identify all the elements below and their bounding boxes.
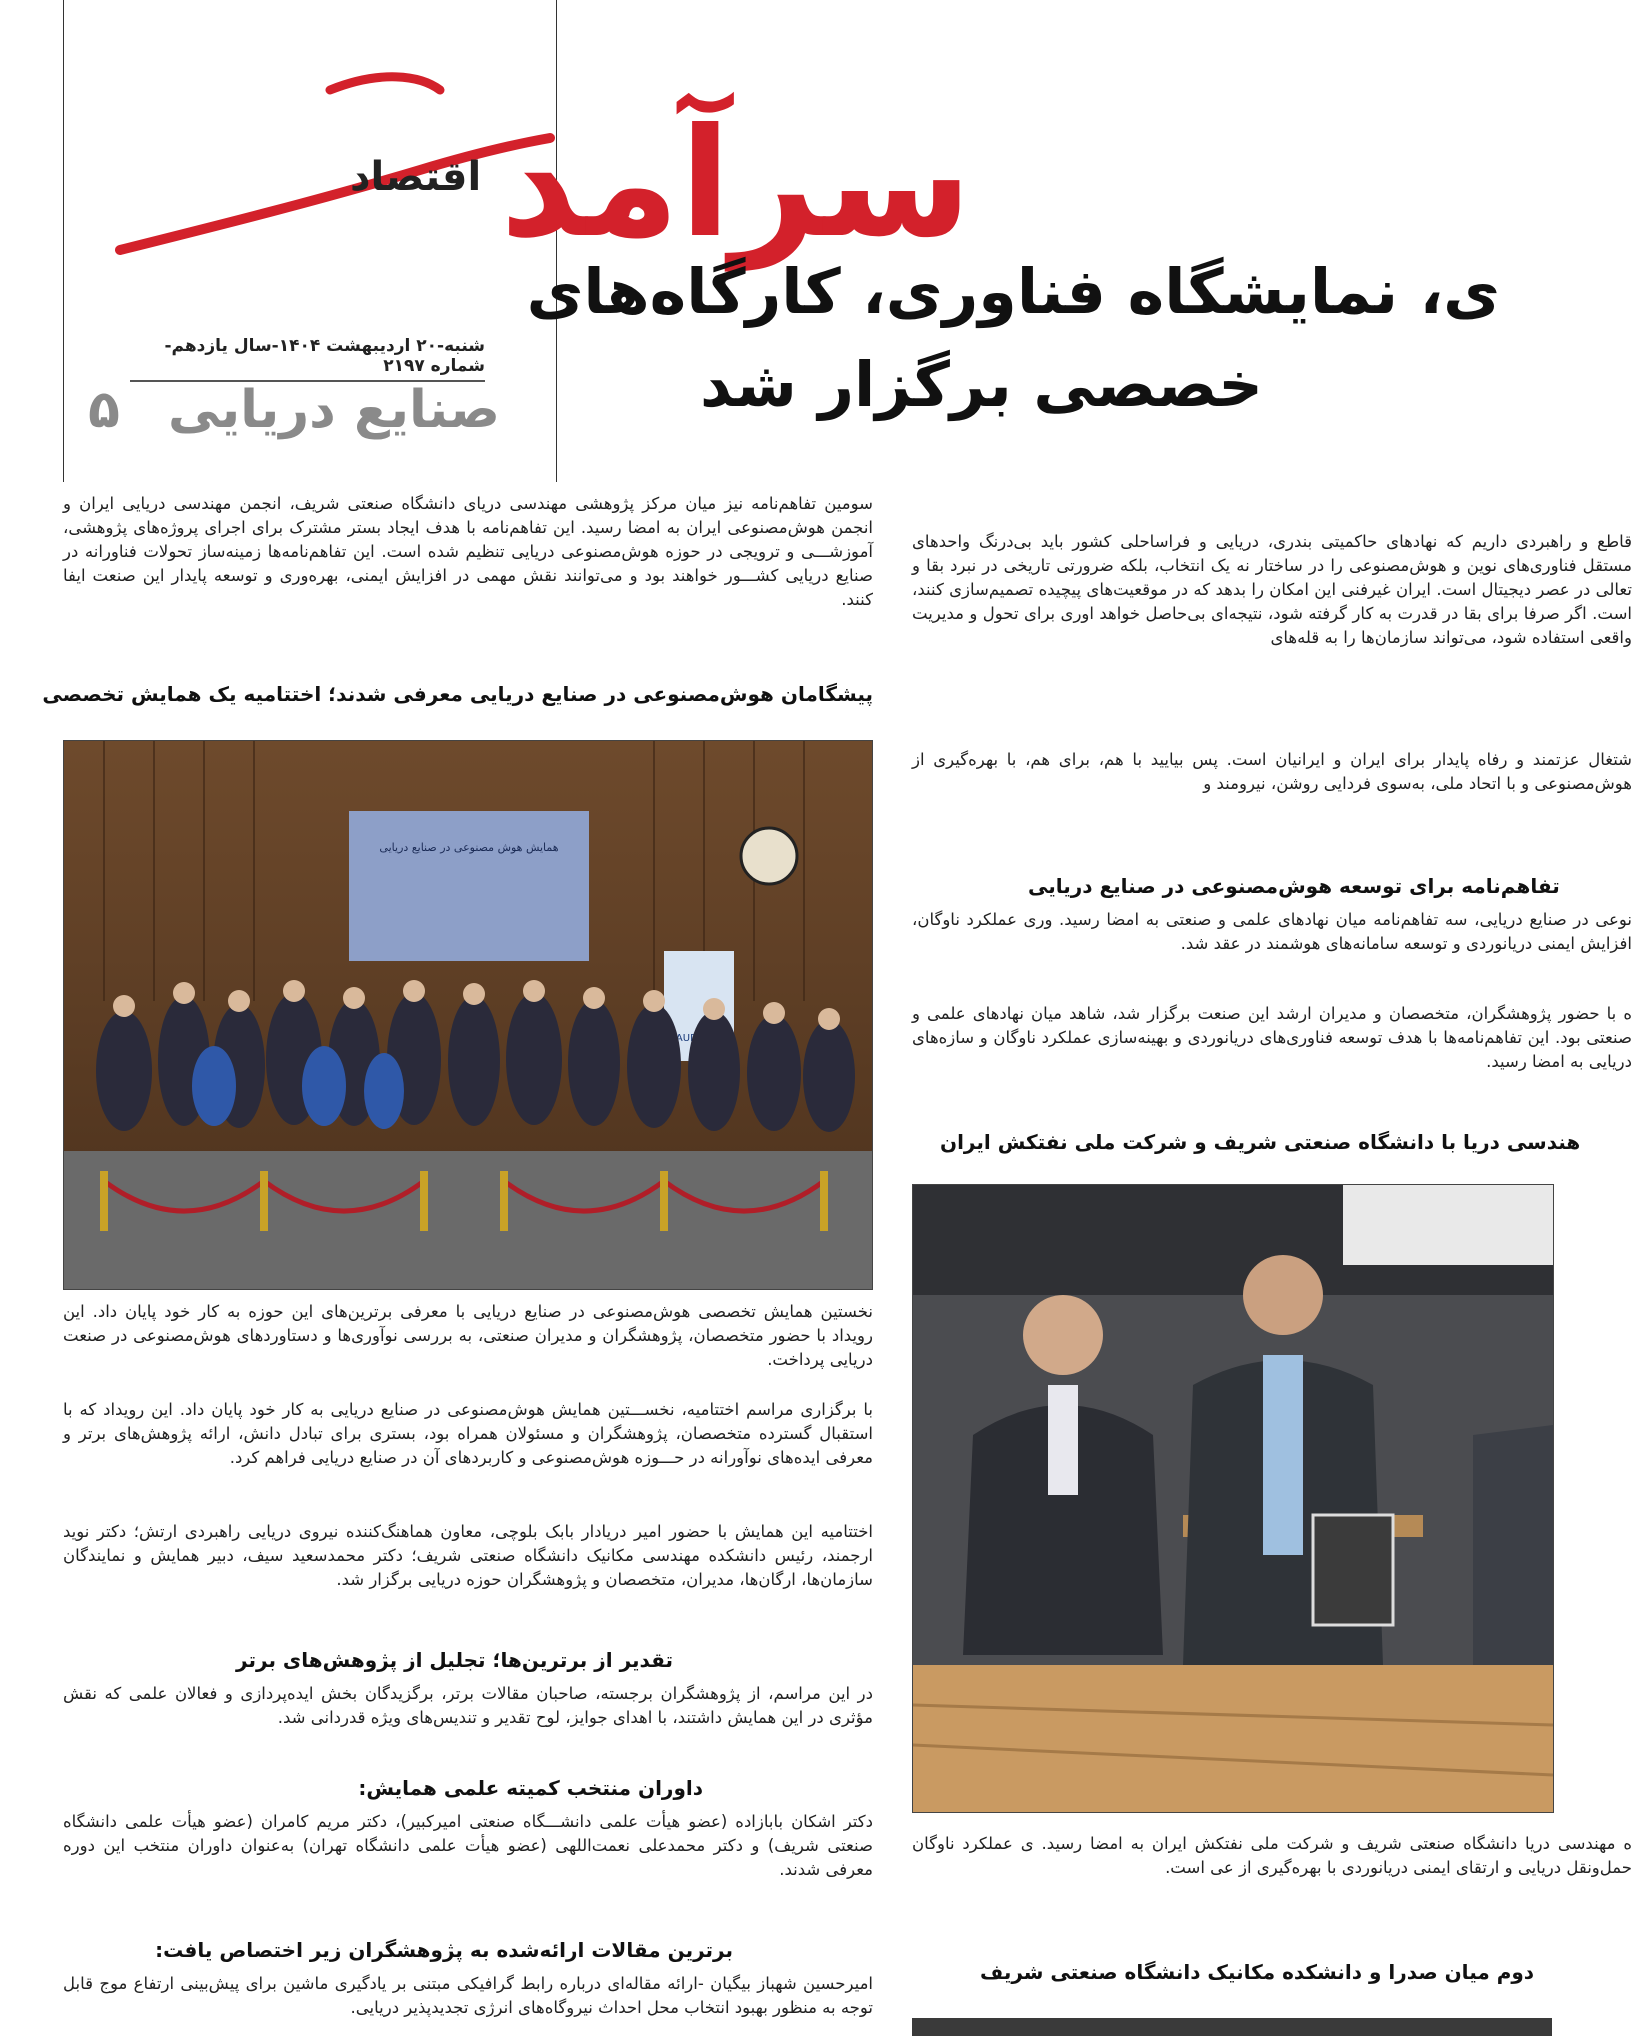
left-paragraph-2: با برگزاری مراسم اختتامیه، نخســـتین همایش هوش‌مصنوعی در صنایع دریایی به کار خود پایان داد. این رویداد که با استقبال گسترده متخصصان، پژوهشگران و مسئولان همراه بود، بستری برای تبادل دانش، ارائه پژوهش‌های برتر و معرفی ایده‌های نوآورانه در حـــوزه هوش‌مصنوعی و کاربردهای آن در صنایع دریایی فراهم کرد.: [63, 1400, 873, 1467]
right-subhead-mou: تفاهم‌نامه برای توسعه هوش‌مصنوعی در صنایع دریایی: [1028, 874, 1560, 898]
section-name: صنایع دریایی: [168, 380, 500, 440]
left-subhead-pioneers: پیشگامان هوش‌مصنوعی در صنایع دریایی معرفی شدند؛ اختتامیه یک همایش تخصصی: [42, 682, 873, 706]
wall-clock: [741, 828, 797, 884]
signing-ceremony-photo: [912, 1184, 1554, 1813]
headline-line-1: ی، نمایشگاه فناوری، کارگاه‌های: [526, 255, 1500, 328]
left-subhead-awards: تقدیر از برترین‌ها؛ تجلیل از پژوهش‌های برتر: [236, 1648, 673, 1672]
issue-dateline: شنبه-۲۰ اردیبهشت ۱۴۰۴-سال یازدهم- شماره ۲۱۹۷: [130, 336, 485, 382]
left-paragraph-1: نخستین همایش تخصصی هوش‌مصنوعی در صنایع دریایی با معرفی برترین‌های این حوزه به کار خود پایان داد. این رویداد با حضور متخصصان، پژوهشگران و مدیران صنعتی، به بررسی نوآوری‌ها و دستاوردهای هوش‌مصنوعی در صنعت دریایی پرداخت.: [63, 1302, 873, 1369]
left-paragraph-3: اختتامیه این همایش با حضور امیر دریادار بابک بلوچی، معاون هماهنگ‌کننده نیروی دریایی راهبردی ارتش؛ دکتر نوید ارجمند، رئیس دانشکده مهندسی مکانیک دانشگاه صنعتی شریف؛ دکتر محمدسعید سیف، دبیر همایش و نمایندگان سازمان‌ها، ارگان‌ها، مدیران، متخصصان و پژوهشگران حوزه دریایی برگزار شد.: [63, 1522, 873, 1589]
newspaper-logo: [80, 50, 972, 280]
right-column: [900, 520, 1632, 2036]
poster-text: FRAUD: [663, 1033, 698, 1044]
person-right: [1473, 1425, 1553, 1665]
bottom-photo-edge: [912, 2018, 1552, 2036]
page-number: ۵: [88, 380, 120, 440]
left-subhead-top-papers: برترین مقالات ارائه‌شده به پژوهشگران زیر اختصاص یافت:: [155, 1938, 733, 1962]
right-paragraph-5: ه مهندسی دریا دانشگاه صنعتی شریف و شرکت ملی نفتکش ایران به امضا رسید. ی عملکرد ناوگان حمل‌ونقل دریایی و ارتقای ایمنی دریانوردی با بهره‌گیری از عی است.: [912, 1834, 1632, 1877]
screen-text: همایش هوش مصنوعی در صنایع دریایی: [379, 841, 559, 854]
conference-group-photo: [63, 740, 873, 1290]
right-paragraph-1: قاطع و راهبردی داریم که نهادهای حاکمیتی بندری، دریایی و فراساحلی کشور باید بی‌درنگ واحدهای مستقل فناوری‌های نوین و هوش‌مصنوعی را در ساختار نه یک انتخاب، بلکه ضرورتی تاریخی در نبرد بقا و تعالی در عصر دیجیتال است. ایران غیرفنی این امکان را بدهد که در موقعیت‌های پیچیده تصمیم‌سازی کنند، است. اگر صرفا برای بقا در قدرت به کار گرفته شود، نتیجه‌ای بی‌حاصل خواهد اوری برای تحول و مدیریت واقعی استفاده شود، می‌تواند سازمان‌ها را به قله‌های: [912, 532, 1632, 647]
left-paragraph-6: امیرحسین شهباز بیگیان -ارائه مقاله‌ای درباره رابط گرافیکی مبتنی بر یادگیری ماشین برای پیش‌بینی ارتفاع موج قابل توجه به منظور بهبود انتخاب محل احداث نیروگاه‌های انرژی تجدیدپذیر دریایی.: [63, 1974, 873, 2017]
logo-graphic: [80, 50, 972, 280]
section-title: [88, 380, 500, 440]
right-paragraph-4: ه با حضور پژوهشگران، متخصصان و مدیران ارشد این صنعت برگزار شد، شاهد میان نهادهای علمی و صنعتی بود. این تفاهم‌نامه‌ها با هدف توسعه فناوری‌های دریانوردی و بهینه‌سازی عملکرد ناوگان و سازه‌های دریایی به امضا رسید.: [912, 1004, 1632, 1071]
logo-text: سرآمد: [500, 97, 972, 271]
right-subhead-sadra: دوم میان صدرا و دانشکده مکانیک دانشگاه صنعتی شریف: [980, 1960, 1535, 1984]
right-paragraph-2: شتغال عزتمند و رفاه پایدار برای ایران و ایرانیان است. پس بیایید با هم، برای هم، با بهره‌گیری از هوش‌مصنوعی و با اتحاد ملی، به‌سوی فردایی روشن، نیرومند و: [912, 750, 1632, 793]
column-rule-left: [63, 0, 64, 482]
left-subhead-judges: داوران منتخب کمیته علمی همایش:: [358, 1776, 703, 1800]
right-paragraph-3: نوعی در صنایع دریایی، سه تفاهم‌نامه میان نهادهای علمی و صنعتی به امضا رسید. وری عملکرد ناوگان، افزایش ایمنی دریانوردی و توسعه سامانه‌های هوشمند در عقد شد.: [912, 910, 1632, 953]
right-subhead-nitc: هندسی دریا با دانشگاه صنعتی شریف و شرکت ملی نفتکش ایران: [940, 1130, 1581, 1154]
left-paragraph-4: در این مراسم، از پژوهشگران برجسته، صاحبان مقالات برتر، برگزیدگان بخش ایده‌پردازی و فعالان علمی که نقش مؤثری در این همایش داشتند، با اهدای جوایز، لوح تقدیر و تندیس‌های ویژه قدردانی شد.: [63, 1684, 873, 1727]
projection-screen: [349, 811, 589, 961]
left-paragraph-5: دکتر اشکان بابازاده (عضو هیأت علمی دانشـــگاه صنعتی امیرکبیر)، دکتر مریم کامران (عضو هیأت علمی دانشگاه صنعتی شریف) و دکتر محمدعلی نعمت‌اللهی (عضو هیأت علمی دانشگاه تهران) به‌عنوان داوران منتخب این دوره معرفی شدند.: [63, 1812, 873, 1879]
logo-subtext: اقتصاد: [350, 154, 482, 200]
headline-line-2: خصصی برگزار شد: [700, 348, 1263, 421]
left-intro-paragraph: سومین تفاهم‌نامه نیز میان مرکز پژوهشی مهندسی دریای دانشگاه صنعتی شریف، انجمن مهندسی دریایی ایران و انجمن هوش‌مصنوعی ایران به امضا رسید. این تفاهم‌نامه با هدف ایجاد بستر مشترک برای اجرای پروژه‌های پژوهشی، آموزشـــی و ترویجی در حوزه هوش‌مصنوعی دریایی تنظیم شده است. این تفاهم‌نامه‌ها زمینه‌ساز تحولات فناورانه در صنایع دریایی کشـــور خواهند بود و می‌توانند نقش مهمی در افزایش ایمنی، بهره‌وری و توسعه پایدار این صنعت ایفا کنند.: [63, 494, 873, 609]
